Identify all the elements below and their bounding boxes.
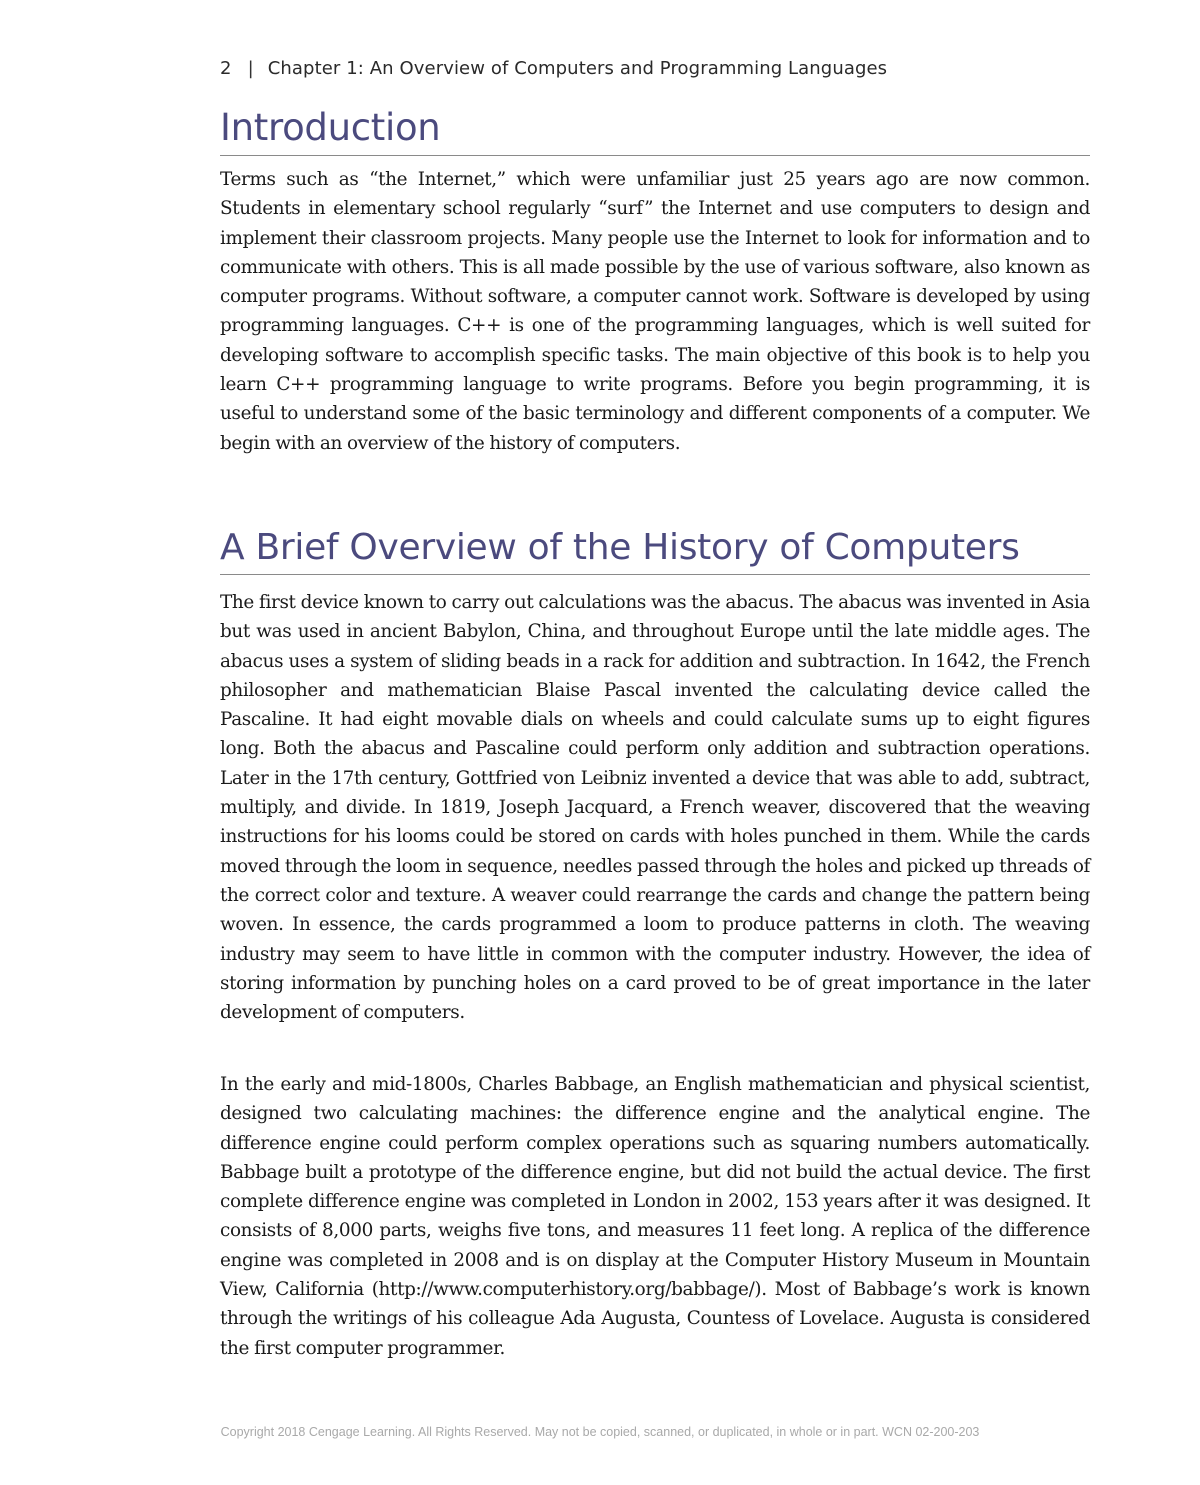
page-number: 2 [220, 58, 232, 79]
section-title-history: A Brief Overview of the History of Computers [220, 527, 1090, 575]
running-head [220, 58, 887, 79]
paragraph-history-abacus: The first device known to carry out calculations was the abacus. The abacus was invented in Asia but was used in ancient Babylon, China, and throughout Europe until the late middle ages. The abacus uses a system of sliding beads in a rack for addition and subtraction. In 1642, the French philosopher and mathematician Blaise Pascal invented the calculating device called the Pascaline. It had eight movable dials on wheels and could calculate sums up to eight figures long. Both the abacus and Pascaline could perform only addition and subtraction operations. Later in the 17th century, Gottfried von Leibniz invented a device that was able to add, subtract, multiply, and divide. In 1819, Joseph Jacquard, a French weaver, discovered that the weaving instructions for his looms could be stored on cards with holes punched in them. While the cards moved through the loom in sequence, needles passed through the holes and picked up threads of the correct color and texture. A weaver could rearrange the cards and change the pattern being woven. In essence, the cards programmed a loom to produce patterns in cloth. The weaving industry may seem to have little in common with the computer industry. However, the idea of storing information by punching holes on a card proved to be of great importance in the later development of computers. [220, 592, 1090, 1024]
paragraph-introduction: Terms such as “the Internet,” which were unfamiliar just 25 years ago are now common. Students in elementary school regularly “surf” the Internet and use computers to design and implement their classroom projects. Many people use the Internet to look for information and to communicate with others. This is all made possible by the use of various software, also known as computer programs. Without software, a computer cannot work. Software is developed by using programming languages. C++ is one of the programming languages, which is well suited for developing software to accomplish specific tasks. The main objective of this book is to help you learn C++ programming language to write programs. Before you begin programming, it is useful to understand some of the basic terminology and different components of a computer. We begin with an overview of the history of computers. [220, 169, 1090, 454]
paragraph-history-babbage: In the early and mid-1800s, Charles Babbage, an English mathematician and physical scientist, designed two calculating machines: the difference engine and the analytical engine. The difference engine could perform complex operations such as squaring numbers automatically. Babbage built a prototype of the difference engine, but did not build the actual device. The first complete difference engine was completed in London in 2002, 153 years after it was designed. It consists of 8,000 parts, weighs five tons, and measures 11 feet long. A replica of the difference engine was completed in 2008 and is on display at the Computer History Museum in Mountain View, California (http://www.computerhistory.org/babbage/). Most of Babbage’s work is known through the writings of his colleague Ada Augusta, Countess of Lovelace. Augusta is considered the first computer programmer. [220, 1074, 1090, 1359]
section-title-introduction: Introduction [220, 106, 1090, 156]
copyright-footer: Copyright 2018 Cengage Learning. All Rights Reserved. May not be copied, scanned, or duplicated, in whole or in part. WCN 02-200-203 [220, 1425, 980, 1439]
running-head-separator: | [247, 58, 254, 79]
chapter-title: Chapter 1: An Overview of Computers and Programming Languages [267, 58, 888, 79]
